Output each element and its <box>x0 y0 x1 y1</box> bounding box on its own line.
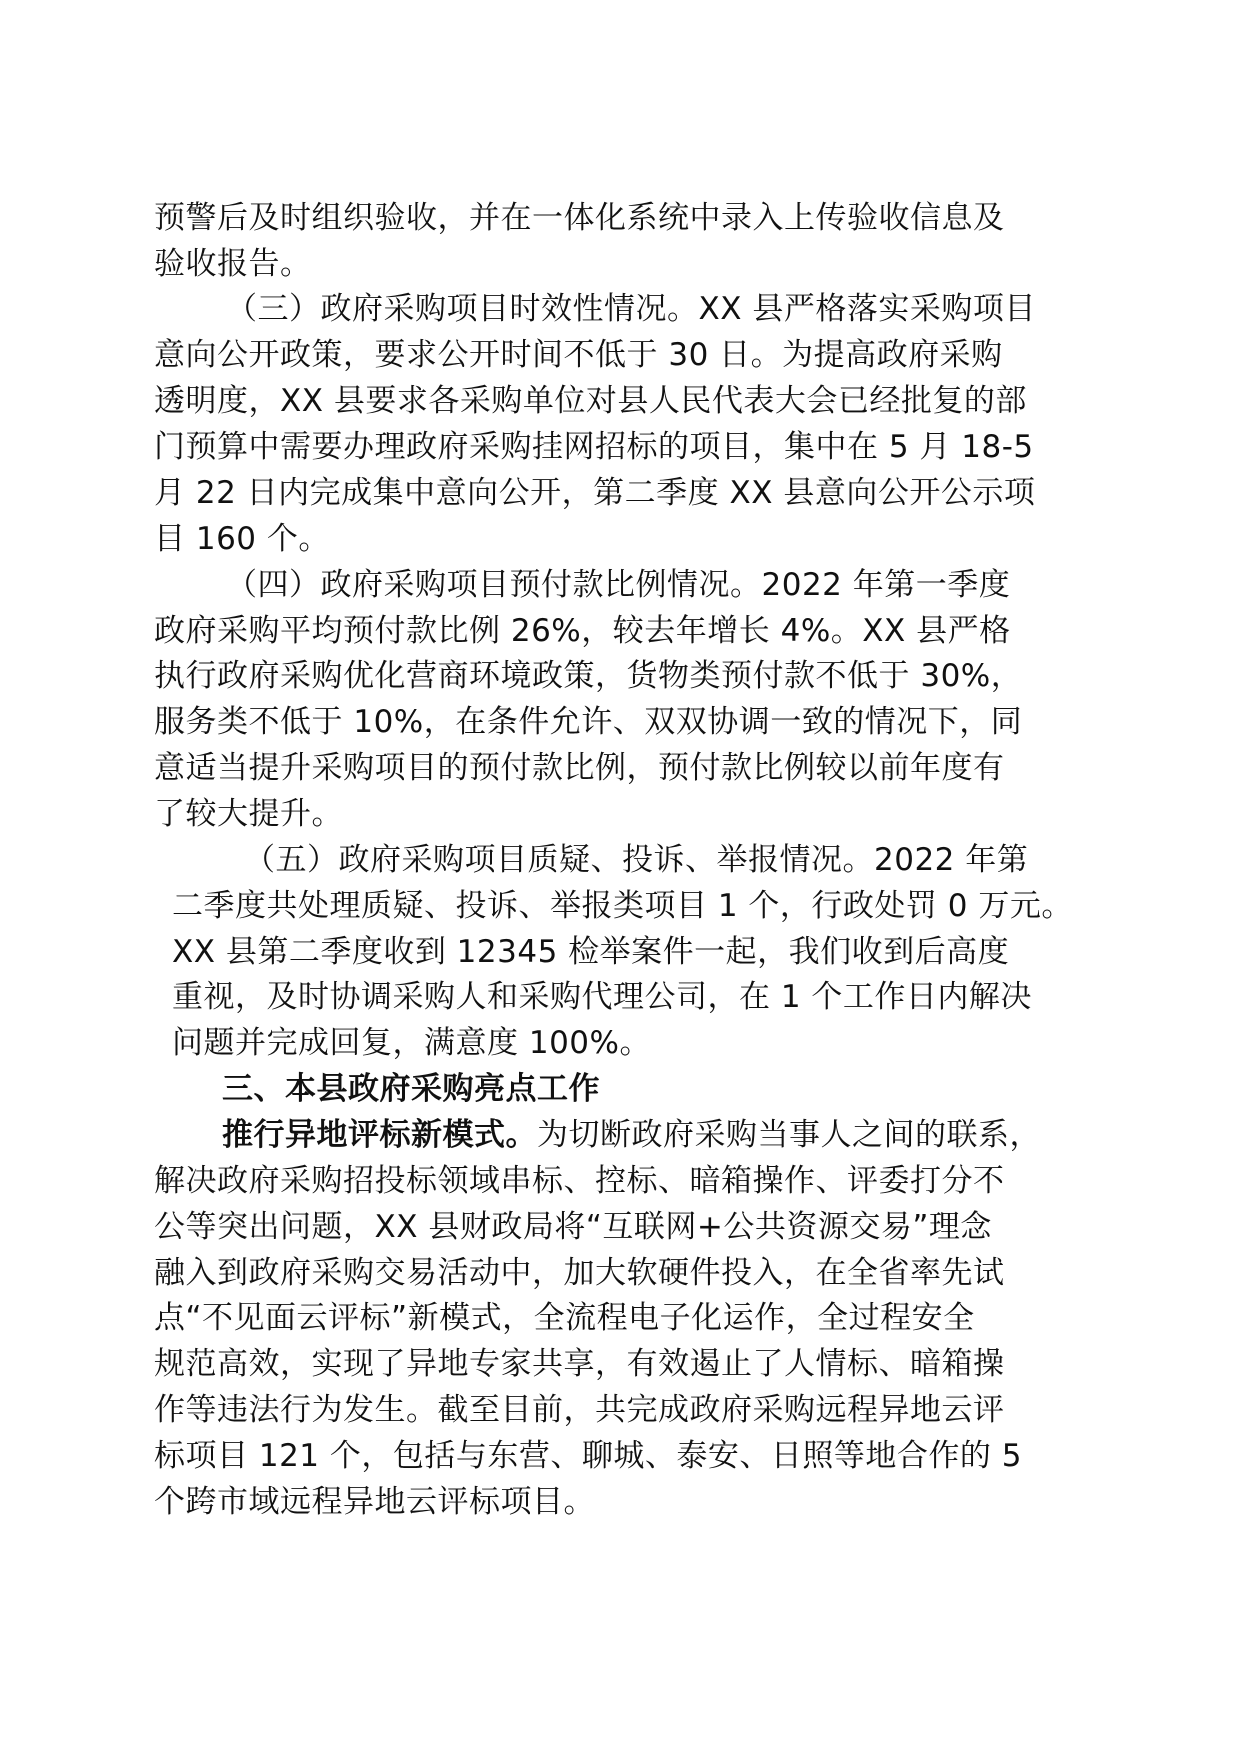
body-line: 门预算中需要办理政府采购挂网招标的项目，集中在 5 月 18-5 <box>154 429 1034 465</box>
body-line: 意适当提升采购项目的预付款比例，预付款比例较以前年度有 <box>154 750 1005 786</box>
body-line: （五）政府采购项目质疑、投诉、举报情况。2022 年第 <box>244 842 1029 878</box>
body-line: 作等违法行为发生。截至目前，共完成政府采购远程异地云评 <box>154 1392 1005 1428</box>
body-line: 服务类不低于 10%，在条件允许、双双协调一致的情况下，同 <box>154 704 1023 740</box>
body-line: 政府采购平均预付款比例 26%，较去年增长 4%。XX 县严格 <box>154 613 1011 649</box>
body-line: 执行政府采购优化营商环境政策，货物类预付款不低于 30%， <box>154 658 1023 694</box>
body-line: （三）政府采购项目时效性情况。XX 县严格落实采购项目 <box>226 291 1036 327</box>
body-line: 了较大提升。 <box>154 796 343 832</box>
body-line: 意向公开政策，要求公开时间不低于 30 日。为提高政府采购 <box>154 337 1003 373</box>
body-line <box>222 1115 1041 1155</box>
body-line: 二季度共处理质疑、投诉、举报类项目 1 个，行政处罚 0 万元。 <box>172 888 1073 924</box>
body-line: 点“不见面云评标”新模式，全流程电子化运作，全过程安全 <box>154 1300 975 1336</box>
section-heading: 三、本县政府采购亮点工作 <box>222 1071 600 1107</box>
body-line: 目 160 个。 <box>154 521 330 557</box>
body-line: 重视，及时协调采购人和采购代理公司，在 1 个工作日内解决 <box>172 979 1032 1015</box>
body-line: （四）政府采购项目预付款比例情况。2022 年第一季度 <box>226 567 1011 603</box>
body-line: 标项目 121 个，包括与东营、聊城、泰安、日照等地合作的 5 <box>154 1438 1022 1474</box>
body-line: 月 22 日内完成集中意向公开，第二季度 XX 县意向公开公示项 <box>154 475 1036 511</box>
body-line: 问题并完成回复，满意度 100%。 <box>172 1025 651 1061</box>
body-line: 融入到政府采购交易活动中，加大软硬件投入，在全省率先试 <box>154 1255 1005 1291</box>
paragraph-text: 为切断政府采购当事人之间的联系， <box>537 1117 1041 1153</box>
body-line: 解决政府采购招投标领域串标、控标、暗箱操作、评委打分不 <box>154 1163 1005 1199</box>
body-line: 预警后及时组织验收，并在一体化系统中录入上传验收信息及 <box>154 200 1005 236</box>
body-line: 个跨市域远程异地云评标项目。 <box>154 1484 595 1520</box>
body-line: XX 县第二季度收到 12345 检举案件一起，我们收到后高度 <box>172 934 1010 970</box>
body-line: 规范高效，实现了异地专家共享，有效遏止了人情标、暗箱操 <box>154 1346 1005 1382</box>
body-line: 公等突出问题，XX 县财政局将“互联网+公共资源交易”理念 <box>154 1209 992 1245</box>
paragraph-lead: 推行异地评标新模式。 <box>222 1117 537 1153</box>
body-line: 透明度，XX 县要求各采购单位对县人民代表大会已经批复的部 <box>154 383 1027 419</box>
body-line: 验收报告。 <box>154 246 312 282</box>
